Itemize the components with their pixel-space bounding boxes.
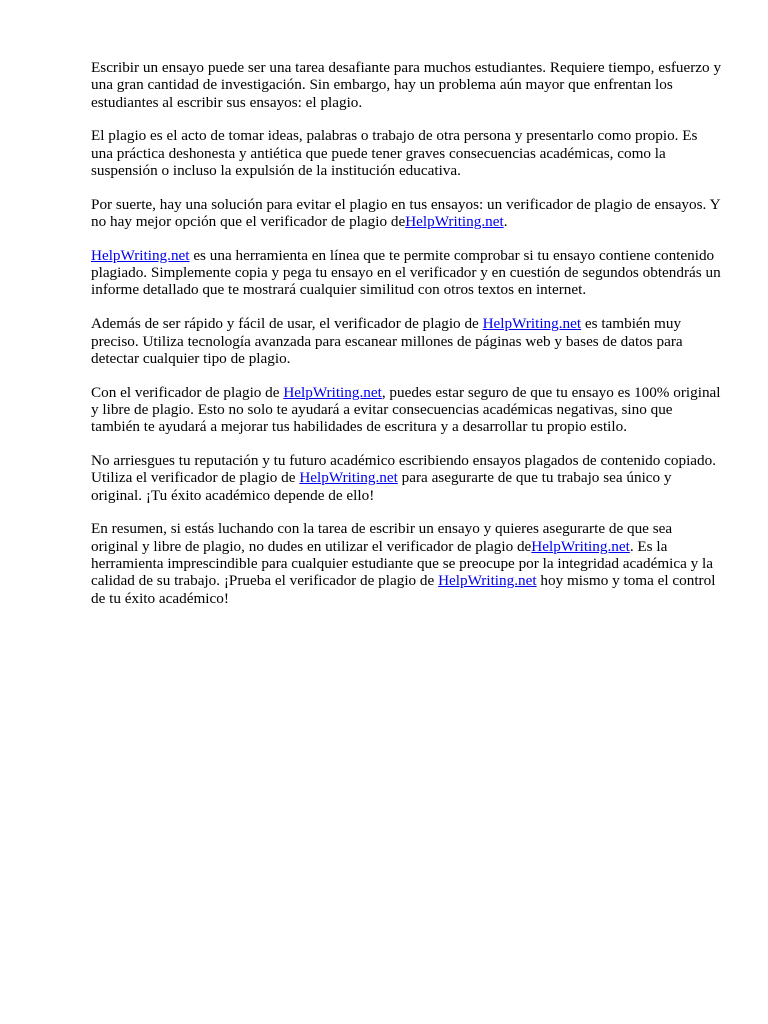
paragraph-text: Por suerte, hay una solución para evitar el plagio en tus ensayos: un verificador de plagio de ensayos. Y no hay mejor opción que el verificador de plagio de — [91, 195, 720, 231]
document-body — [91, 59, 723, 623]
helpwriting-link[interactable]: HelpWriting.net — [91, 246, 190, 264]
paragraph-text: , puedes estar seguro de que tu ensayo es 100% original y libre de plagio. Esto no solo te ayudará a evitar consecuencias académicas negativas, sino que también te ayudará a mejorar tus habilidades de escritura y a desarrollar tu propio estilo. — [91, 383, 721, 436]
paragraph-5 — [91, 315, 723, 367]
paragraph-text: El plagio es el acto de tomar ideas, palabras o trabajo de otra persona y presentarlo como propio. Es una práctica deshonesta y antiética que puede tener graves consecuencias académicas, como la suspensión o incluso la expulsión de la institución educativa. — [91, 127, 698, 179]
paragraph-text: Además de ser rápido y fácil de usar, el verificador de plagio de — [91, 315, 483, 333]
helpwriting-link[interactable]: HelpWriting.net — [405, 213, 504, 231]
paragraph-text: Con el verificador de plagio de — [91, 383, 284, 401]
helpwriting-link[interactable]: HelpWriting.net — [299, 469, 398, 487]
paragraph-text: es también muy preciso. Utiliza tecnología avanzada para escanear millones de páginas web y bases de datos para detectar cualquier tipo de plagio. — [91, 315, 683, 367]
helpwriting-link[interactable]: HelpWriting.net — [482, 315, 582, 333]
paragraph-4 — [91, 247, 723, 299]
paragraph-text: Escribir un ensayo puede ser una tarea desafiante para muchos estudiantes. Requiere tiempo, esfuerzo y una gran cantidad de investigación. Sin embargo, hay un problema aún mayor que enfrentan los estudiantes al escribir sus ensayos: el plagio. — [91, 59, 722, 111]
helpwriting-link[interactable]: HelpWriting.net — [438, 572, 537, 590]
paragraph-text: En resumen, si estás luchando con la tarea de escribir un ensayo y quieres asegurarte de que sea original y libre de plagio, no dudes en utilizar el verificador de plagio de — [91, 520, 673, 555]
helpwriting-link[interactable]: HelpWriting.net — [283, 383, 382, 401]
paragraph-text: es una herramienta en línea que te permite comprobar si tu ensayo contiene contenido plagiado. Simplemente copia y pega tu ensayo en el verificador y en cuestión de segundos obtendrás un informe detallado que te mostrará cualquier similitud con otros textos en internet. — [91, 246, 721, 299]
paragraph-text: . — [503, 213, 508, 231]
paragraph-text: para asegurarte de que tu trabajo sea único y original. ¡Tu éxito académico depende de ello! — [91, 469, 672, 504]
paragraph-8 — [91, 520, 723, 606]
paragraph-text: hoy mismo y toma el control de tu éxito académico! — [91, 572, 716, 607]
helpwriting-link[interactable]: HelpWriting.net — [531, 537, 630, 555]
paragraph-3 — [91, 196, 723, 231]
paragraph-text: No arriesgues tu reputación y tu futuro académico escribiendo ensayos plagados de contenido copiado. Utiliza el verificador de plagio de — [91, 452, 717, 487]
paragraph-6 — [91, 384, 723, 436]
paragraph-7 — [91, 452, 723, 504]
paragraph-text: . Es la herramienta imprescindible para cualquier estudiante que se preocupe por la integridad académica y la calidad de su trabajo. ¡Prueba el verificador de plagio de — [91, 537, 713, 590]
paragraph-1 — [91, 59, 723, 111]
paragraph-2 — [91, 127, 723, 179]
